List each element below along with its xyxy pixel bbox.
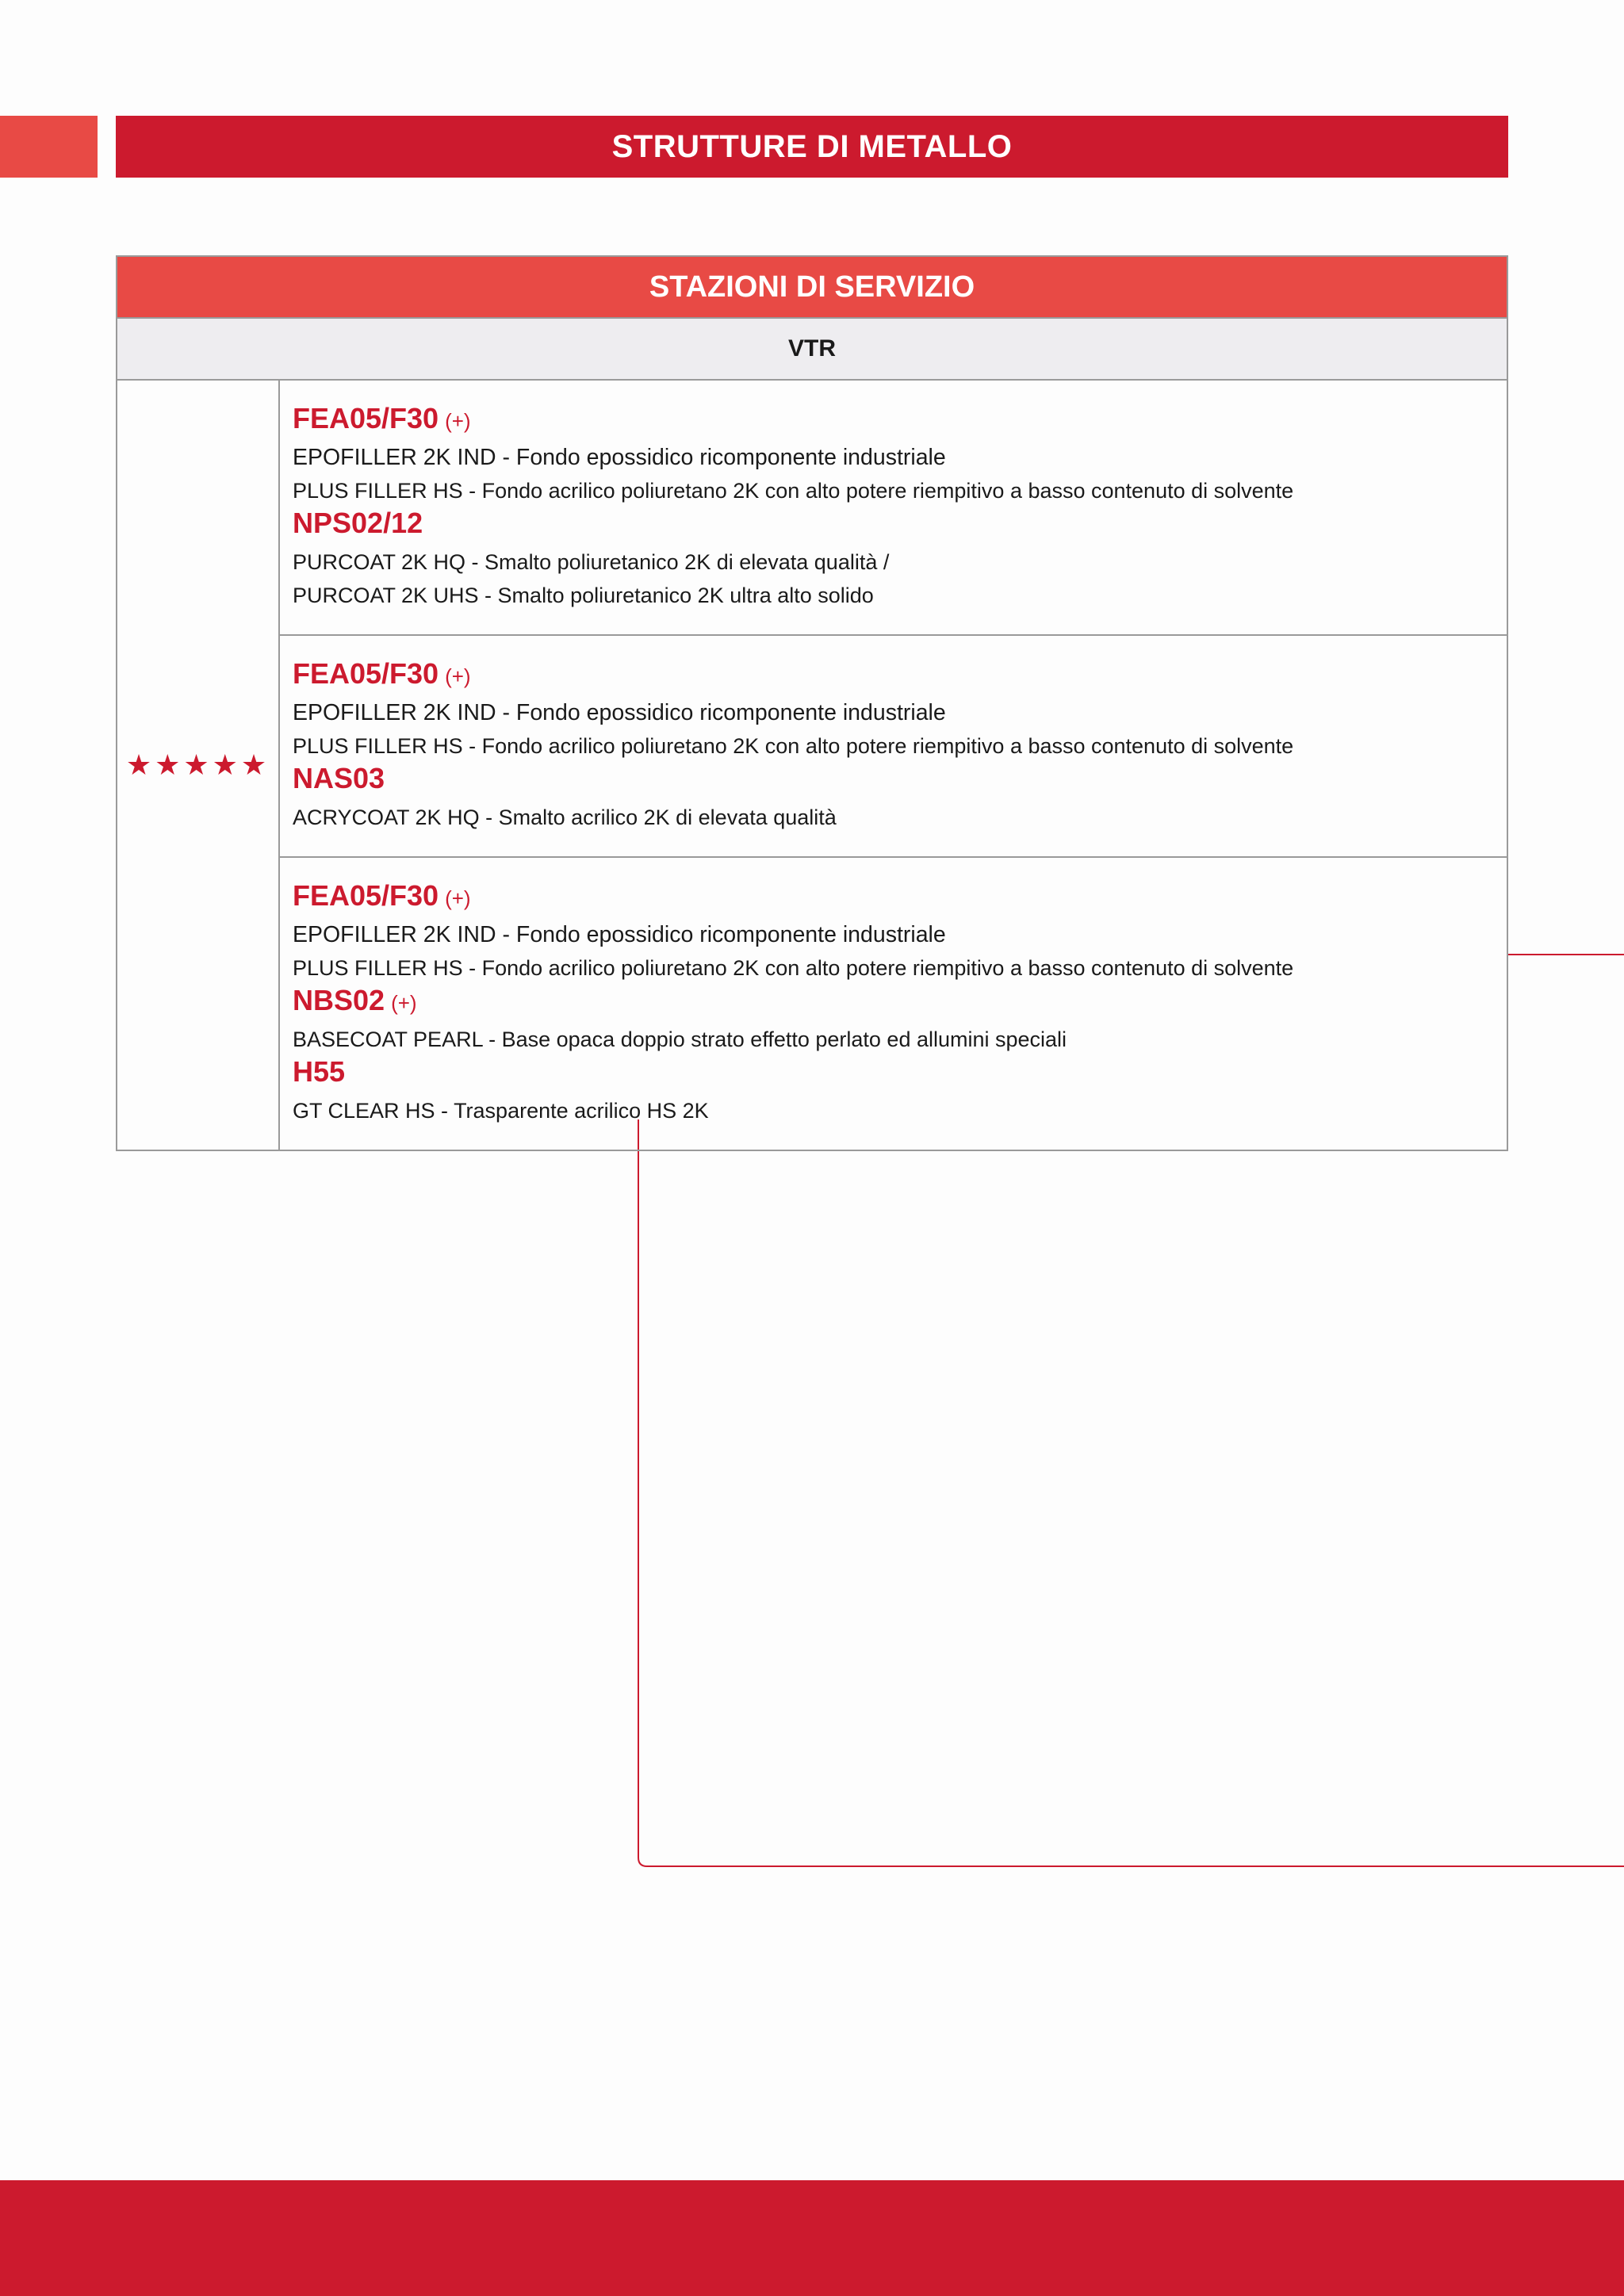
page-title: STRUTTURE DI METALLO [611, 128, 1013, 164]
cycle-row [280, 381, 1507, 636]
product-desc: Smalto poliuretanico 2K ultra alto solido [497, 584, 874, 607]
product-description [293, 729, 1507, 763]
footer-bar [0, 2180, 1624, 2296]
product-desc: Fondo epossidico ricomponente industriale [515, 922, 946, 947]
cycles-column [280, 381, 1507, 1150]
product-code-line [293, 985, 1507, 1023]
product-name: BASECOAT PEARL - [293, 1027, 502, 1051]
plus-marker: (+) [391, 991, 417, 1015]
product-description [293, 918, 1507, 951]
product-name: PLUS FILLER HS - [293, 956, 482, 980]
cycle-row [280, 858, 1507, 1150]
plus-marker: (+) [445, 409, 471, 433]
table-header-title: STAZIONI DI SERVIZIO [649, 270, 975, 304]
star-rating-icons: ★★★★★ [125, 748, 270, 782]
product-code-line [293, 880, 1507, 918]
table-subheader [117, 319, 1507, 381]
product-description [293, 579, 1507, 612]
product-description [293, 801, 1507, 834]
cycle-row [280, 636, 1507, 858]
rating-cell [117, 381, 280, 1150]
product-desc: Fondo acrilico poliuretano 2K con alto potere riempitivo a basso contenuto di solvente [481, 479, 1294, 503]
product-name: GT CLEAR HS - [293, 1099, 454, 1123]
product-description [293, 1023, 1507, 1056]
product-code: FEA05/F30 [293, 879, 439, 912]
product-code: FEA05/F30 [293, 657, 439, 690]
plus-marker: (+) [445, 886, 471, 910]
product-desc: Fondo acrilico poliuretano 2K con alto potere riempitivo a basso contenuto di solvente [481, 956, 1294, 980]
product-name: EPOFILLER 2K IND - [293, 700, 516, 725]
product-name: PLUS FILLER HS - [293, 479, 482, 503]
product-description [293, 545, 1507, 579]
product-code: NBS02 [293, 984, 385, 1016]
product-desc: Base opaca doppio strato effetto perlato ed allumini speciali [501, 1027, 1067, 1051]
product-description [293, 474, 1507, 507]
product-desc: Fondo epossidico ricomponente industriale [515, 700, 946, 725]
table-subheader-title: VTR [788, 335, 836, 362]
product-description [293, 441, 1507, 474]
product-code-line [293, 763, 1507, 801]
product-desc: Smalto acrilico 2K di elevata qualità [498, 806, 837, 829]
plus-marker: (+) [445, 664, 471, 688]
left-accent-tab [0, 116, 98, 178]
product-description [293, 1094, 1507, 1127]
product-name: EPOFILLER 2K IND - [293, 445, 516, 470]
product-code-line [293, 1056, 1507, 1094]
product-name: PLUS FILLER HS - [293, 734, 482, 758]
product-name: ACRYCOAT 2K HQ - [293, 806, 499, 829]
product-code: H55 [293, 1055, 346, 1088]
product-name: PURCOAT 2K UHS - [293, 584, 498, 607]
product-name: EPOFILLER 2K IND - [293, 922, 516, 947]
connector-line-vertical [638, 1119, 1624, 1866]
product-desc: Smalto poliuretanico 2K di elevata qualità / [485, 550, 890, 574]
product-desc: Trasparente acrilico HS 2K [454, 1099, 709, 1123]
product-code-line [293, 403, 1507, 441]
product-name: PURCOAT 2K HQ - [293, 550, 485, 574]
page-title-banner [116, 116, 1508, 178]
product-code-line [293, 507, 1507, 545]
product-code: NPS02/12 [293, 507, 423, 539]
product-description [293, 951, 1507, 985]
cycles-table [116, 255, 1508, 1151]
product-code: FEA05/F30 [293, 402, 439, 434]
product-code: NAS03 [293, 762, 385, 794]
table-body [117, 381, 1507, 1150]
product-description [293, 696, 1507, 729]
product-desc: Fondo epossidico ricomponente industriale [515, 445, 946, 470]
product-desc: Fondo acrilico poliuretano 2K con alto potere riempitivo a basso contenuto di solvente [481, 734, 1294, 758]
product-code-line [293, 658, 1507, 696]
table-header [117, 257, 1507, 319]
